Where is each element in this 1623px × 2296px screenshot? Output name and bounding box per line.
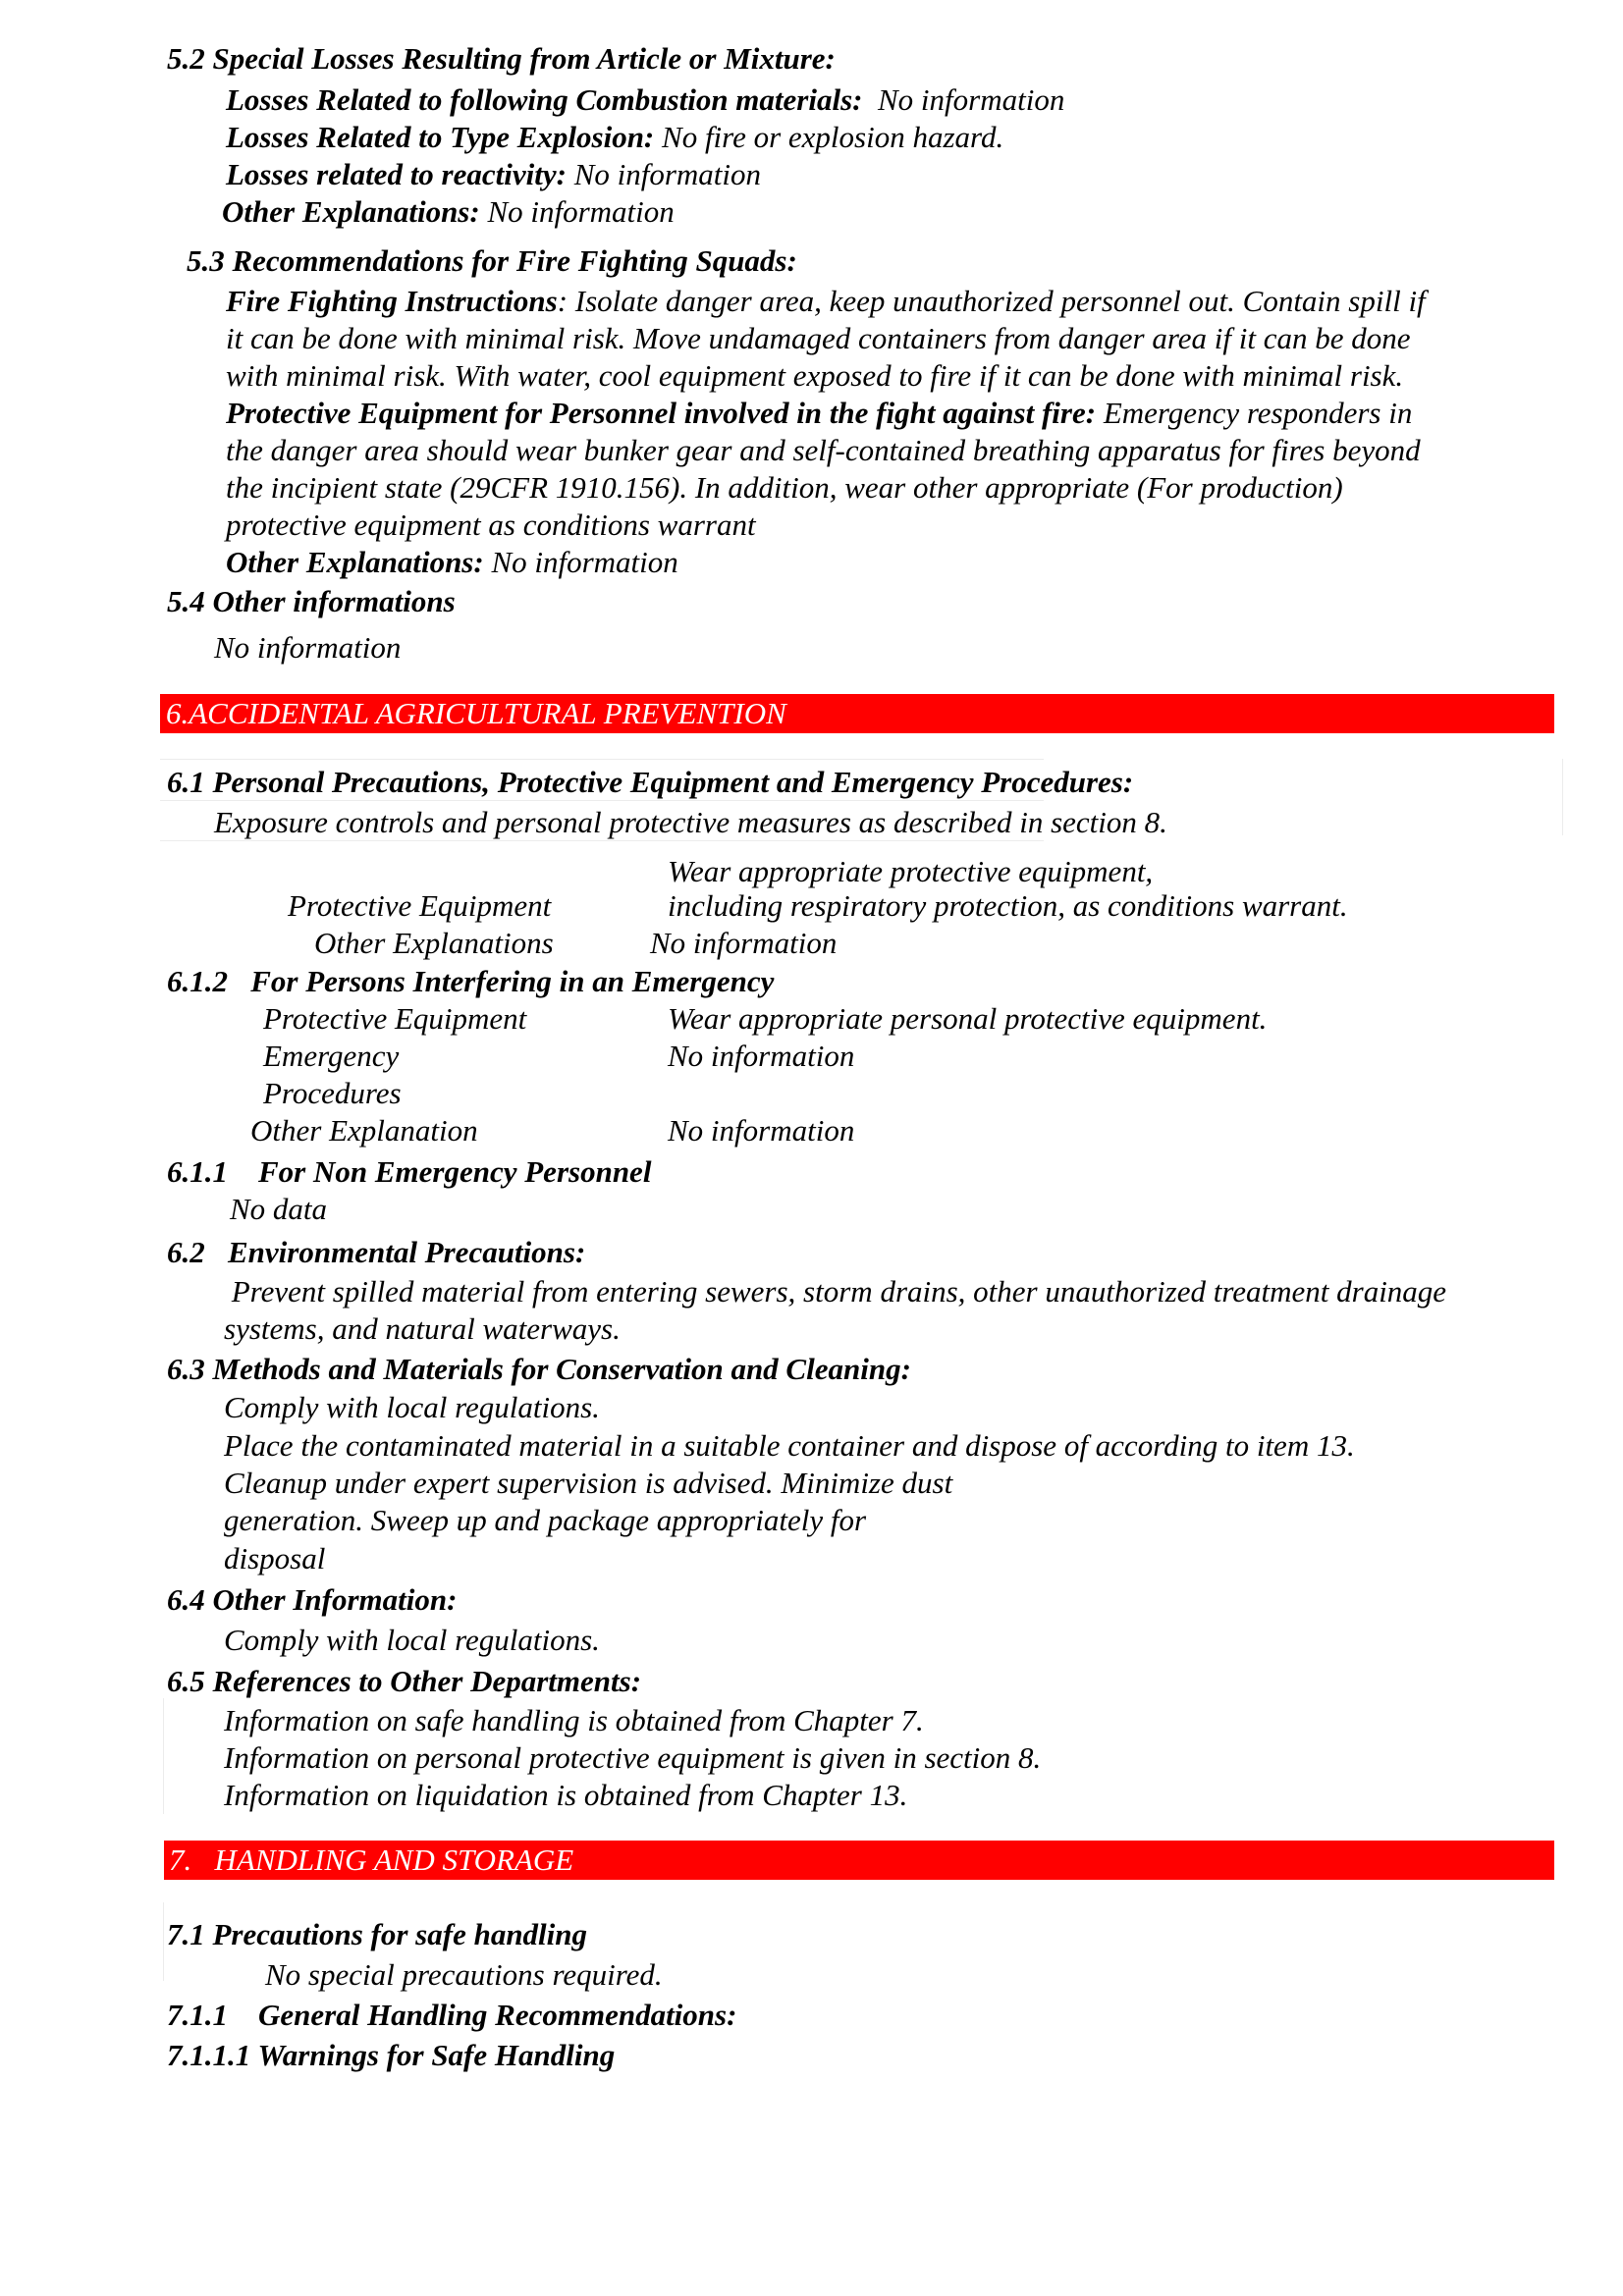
field-label: Losses related to reactivity:: [226, 157, 567, 191]
text-line: Place the contaminated material in a suitable container and dispose of according to item 13.: [224, 1428, 1355, 1463]
field-value: No fire or explosion hazard.: [654, 120, 1004, 154]
field-label: Protective Equipment for Personnel involved in the fight against fire:: [226, 396, 1097, 430]
heading-5-2: 5.2 Special Losses Resulting from Article or Mixture:: [167, 41, 836, 76]
heading-6-2: 6.2 Environmental Precautions:: [167, 1235, 586, 1269]
text-line: generation. Sweep up and package appropriately for: [224, 1503, 867, 1537]
heading-6-1: 6.1 Personal Precautions, Protective Equipment and Emergency Procedures:: [167, 765, 1134, 799]
section-7-bar: [164, 1841, 1554, 1880]
losses-explosion: [226, 120, 1003, 155]
field-label: Other Explanations:: [226, 545, 484, 579]
section-7-title: 7. HANDLING AND STORAGE: [169, 1842, 574, 1877]
field-label: Protective Equipment: [288, 888, 552, 923]
text-line: Cleanup under expert supervision is advised. Minimize dust: [224, 1466, 953, 1500]
text-line: Comply with local regulations.: [224, 1390, 600, 1424]
field-label: Other Explanations: [314, 926, 554, 960]
text-line: with minimal risk. With water, cool equipment exposed to fire if it can be done with minimal risk.: [226, 358, 1404, 393]
protective-equipment-fire: [226, 396, 1412, 431]
field-value: No information: [862, 82, 1065, 117]
heading-6-4: 6.4 Other Information:: [167, 1582, 458, 1617]
divider: [160, 840, 1044, 841]
field-label: Other Explanations:: [222, 194, 480, 229]
field-value: Wear appropriate protective equipment,: [668, 854, 1154, 888]
text-line: No special precautions required.: [265, 1957, 663, 1992]
divider: [160, 800, 1044, 801]
field-value: No information: [668, 1039, 855, 1073]
field-label: Protective Equipment: [263, 1001, 527, 1036]
field-value: No information: [650, 926, 838, 960]
heading-7-1-1: 7.1.1 General Handling Recommendations:: [167, 1998, 737, 2032]
field-value: : Isolate danger area, keep unauthorized personnel out. Contain spill if: [557, 284, 1426, 318]
text-line: the danger area should wear bunker gear and self-contained breathing apparatus for fires beyond: [226, 433, 1421, 467]
losses-reactivity: [226, 157, 761, 192]
heading-6-1-1: 6.1.1 For Non Emergency Personnel: [167, 1154, 652, 1189]
field-value: No information: [483, 545, 678, 579]
other-explanations-5-3: [226, 545, 678, 580]
text-line: Information on liquidation is obtained from Chapter 13.: [224, 1778, 908, 1812]
text-line: the incipient state (29CFR 1910.156). In addition, wear other appropriate (For production): [226, 470, 1343, 505]
fire-fighting-instructions: [226, 284, 1426, 319]
field-label: Emergency: [263, 1039, 400, 1073]
field-value: Emergency responders in: [1096, 396, 1413, 430]
text-line: protective equipment as conditions warrant: [226, 507, 756, 542]
heading-7-1-1-1: 7.1.1.1 Warnings for Safe Handling: [167, 2038, 616, 2072]
field-label: Losses Related to following Combustion materials:: [226, 82, 863, 117]
divider: [163, 1698, 164, 1814]
section-6-title: 6.ACCIDENTAL AGRICULTURAL PREVENTION: [166, 696, 786, 730]
text-line: disposal: [224, 1541, 326, 1575]
section-6-bar: [160, 694, 1554, 733]
text-line: Information on safe handling is obtained from Chapter 7.: [224, 1703, 924, 1737]
divider: [163, 1902, 164, 1981]
field-value: including respiratory protection, as conditions warrant.: [668, 888, 1348, 923]
text-line: No data: [230, 1192, 328, 1226]
heading-5-3: 5.3 Recommendations for Fire Fighting Squads:: [187, 243, 797, 278]
text-line: No information: [214, 630, 402, 665]
text-line: systems, and natural waterways.: [224, 1311, 621, 1346]
field-value: Wear appropriate personal protective equipment.: [668, 1001, 1268, 1036]
text-line: it can be done with minimal risk. Move undamaged containers from danger area if it can be done: [226, 321, 1411, 355]
divider: [160, 759, 1044, 760]
heading-6-1-2: 6.1.2 For Persons Interfering in an Emergency: [167, 964, 775, 998]
heading-6-3: 6.3 Methods and Materials for Conservation and Cleaning:: [167, 1352, 911, 1386]
text-line: Information on personal protective equipment is given in section 8.: [224, 1740, 1042, 1775]
heading-5-4: 5.4 Other informations: [167, 584, 456, 618]
other-explanations-5-2: [222, 194, 675, 230]
losses-combustion: [226, 82, 1064, 118]
heading-7-1: 7.1 Precautions for safe handling: [167, 1917, 588, 1951]
text-line: Prevent spilled material from entering sewers, storm drains, other unauthorized treatment drainage: [224, 1274, 1447, 1308]
field-label: Procedures: [263, 1076, 402, 1110]
field-value: No information: [479, 194, 675, 229]
text-line: Exposure controls and personal protective measures as described in section 8.: [214, 805, 1167, 839]
field-label: Fire Fighting Instructions: [226, 284, 558, 318]
heading-6-5: 6.5 References to Other Departments:: [167, 1664, 642, 1698]
field-value: No information: [668, 1113, 855, 1148]
divider: [1562, 759, 1563, 835]
field-label: Losses Related to Type Explosion:: [226, 120, 655, 154]
text-line: Comply with local regulations.: [224, 1623, 600, 1657]
field-value: No information: [566, 157, 762, 191]
field-label: Other Explanation: [250, 1113, 478, 1148]
